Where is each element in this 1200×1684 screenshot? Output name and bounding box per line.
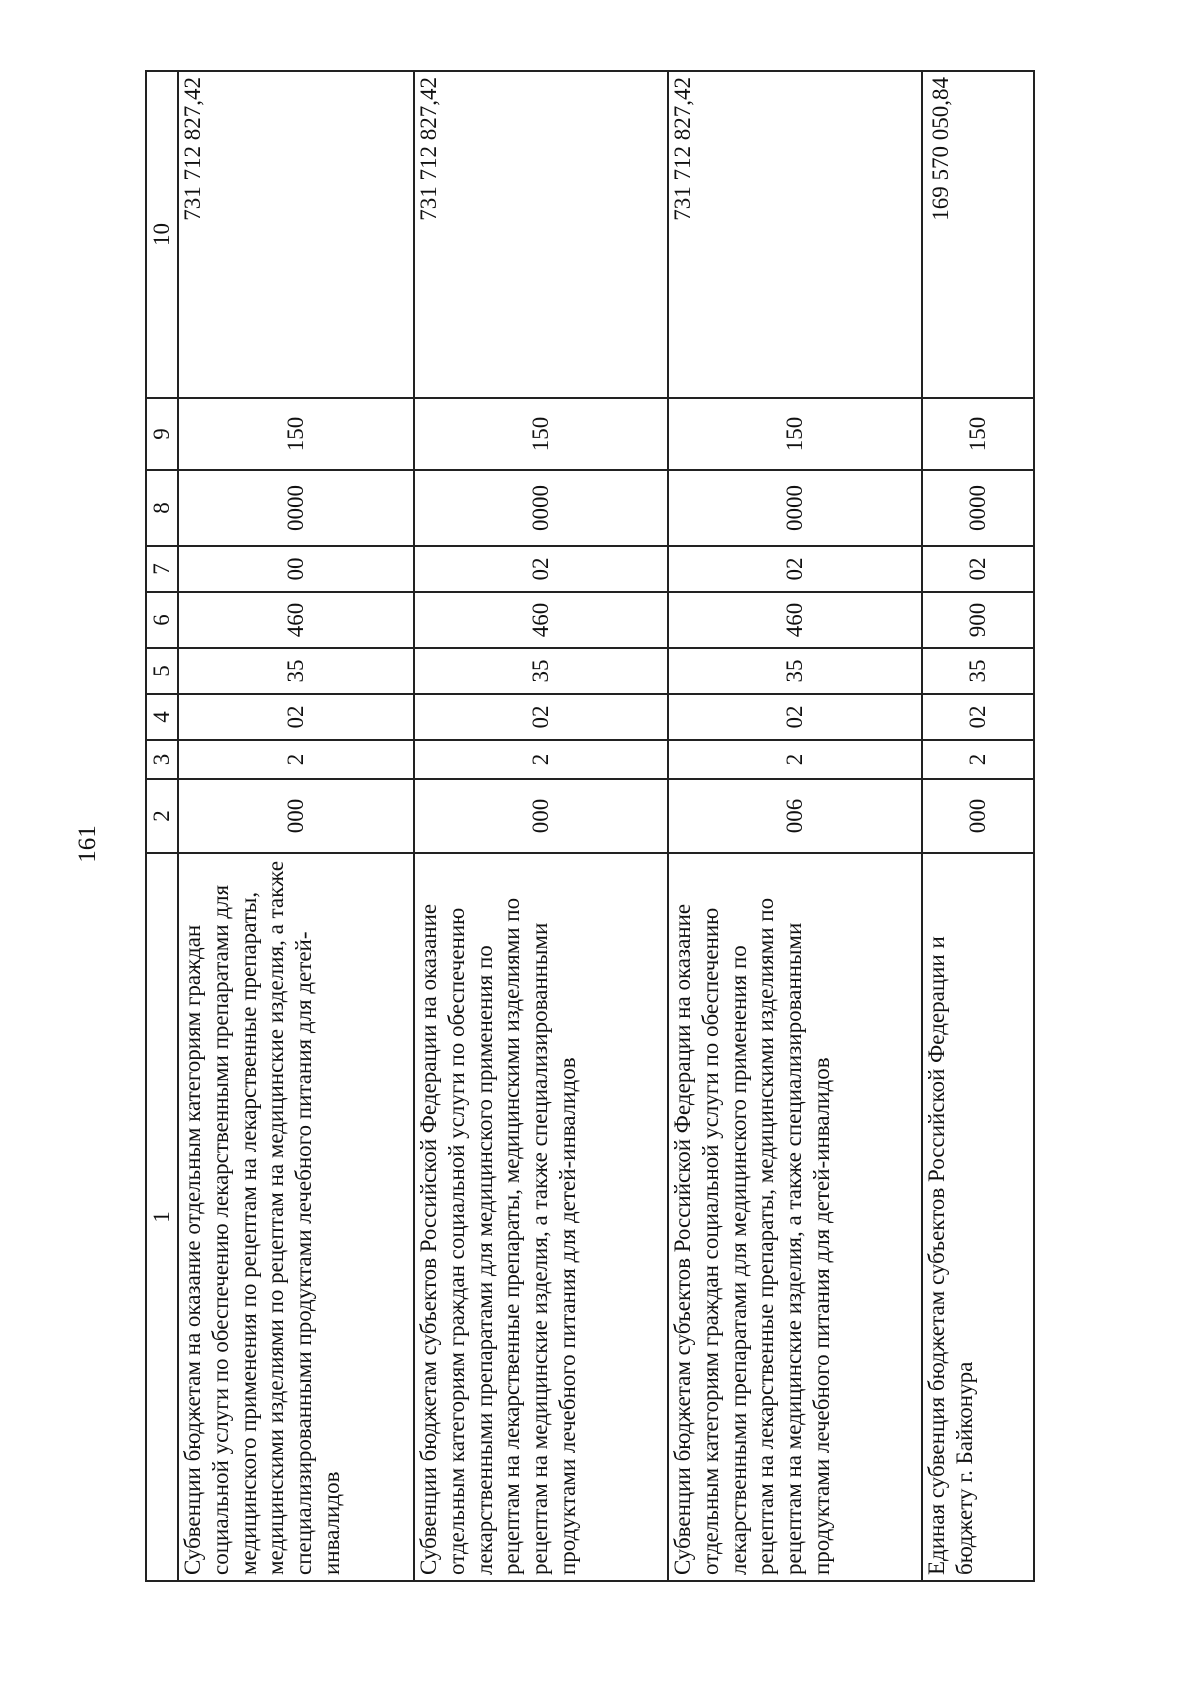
code-article: 35 xyxy=(922,648,1034,694)
header-col-1: 1 xyxy=(146,853,178,1581)
code-economic: 150 xyxy=(922,398,1034,470)
header-col-2: 2 xyxy=(146,779,178,853)
rotated-table-container xyxy=(145,72,1035,1582)
code-subarticle: 460 xyxy=(668,592,922,648)
code-program: 0000 xyxy=(668,470,922,546)
code-admin: 006 xyxy=(668,779,922,853)
row-amount: 731 712 827,42 xyxy=(668,71,922,398)
header-col-9: 9 xyxy=(146,398,178,470)
code-program: 0000 xyxy=(178,470,414,546)
code-element: 02 xyxy=(922,546,1034,592)
row-name: Единая субвенция бюджетам субъектов Российской Федерации и бюджету г. Байконура xyxy=(922,853,1034,1581)
code-admin: 000 xyxy=(414,779,668,853)
table-row xyxy=(922,71,1034,1581)
header-col-8: 8 xyxy=(146,470,178,546)
header-col-6: 6 xyxy=(146,592,178,648)
header-col-7: 7 xyxy=(146,546,178,592)
row-name: Субвенции бюджетам субъектов Российской Федерации на оказание отдельным категориям граждан социальной услуги по обеспечению лекарственными препаратами для медицинского применения по рецептам на лекарственные препараты, медицинскими изделиями по рецептам на медицинские изделия, а также специализированными продуктами лечебного питания для детей-инвалидов xyxy=(668,853,922,1581)
code-group: 2 xyxy=(668,740,922,779)
code-group: 2 xyxy=(178,740,414,779)
code-subgroup: 02 xyxy=(922,694,1034,740)
code-subgroup: 02 xyxy=(414,694,668,740)
header-col-5: 5 xyxy=(146,648,178,694)
code-admin: 000 xyxy=(922,779,1034,853)
row-name: Субвенции бюджетам на оказание отдельным категориям граждан социальной услуги по обеспечению лекарственными препаратами для медицинского применения по рецептам на лекарственные препараты, медицинскими изделиями по рецептам на медицинские изделия, а также специализированными продуктами лечебного питания для детей-инвалидов xyxy=(178,853,414,1581)
code-article: 35 xyxy=(414,648,668,694)
code-subgroup: 02 xyxy=(668,694,922,740)
code-subarticle: 460 xyxy=(178,592,414,648)
row-name: Субвенции бюджетам субъектов Российской Федерации на оказание отдельным категориям граждан социальной услуги по обеспечению лекарственными препаратами для медицинского применения по рецептам на лекарственные препараты, медицинскими изделиями по рецептам на медицинские изделия, а также специализированными продуктами лечебного питания для детей-инвалидов xyxy=(414,853,668,1581)
code-group: 2 xyxy=(922,740,1034,779)
code-program: 0000 xyxy=(922,470,1034,546)
page-number: 161 xyxy=(74,825,101,863)
row-amount: 169 570 050,84 xyxy=(922,71,1034,398)
budget-table xyxy=(145,70,1035,1582)
code-element: 00 xyxy=(178,546,414,592)
code-element: 02 xyxy=(414,546,668,592)
code-economic: 150 xyxy=(178,398,414,470)
row-amount: 731 712 827,42 xyxy=(414,71,668,398)
table-row xyxy=(178,71,414,1581)
code-article: 35 xyxy=(178,648,414,694)
code-subarticle: 900 xyxy=(922,592,1034,648)
code-program: 0000 xyxy=(414,470,668,546)
code-article: 35 xyxy=(668,648,922,694)
header-col-3: 3 xyxy=(146,740,178,779)
code-economic: 150 xyxy=(414,398,668,470)
table-row xyxy=(414,71,668,1581)
header-col-10: 10 xyxy=(146,71,178,398)
code-economic: 150 xyxy=(668,398,922,470)
header-row xyxy=(146,71,178,1581)
code-element: 02 xyxy=(668,546,922,592)
code-group: 2 xyxy=(414,740,668,779)
table-row xyxy=(668,71,922,1581)
header-col-4: 4 xyxy=(146,694,178,740)
code-subgroup: 02 xyxy=(178,694,414,740)
row-amount: 731 712 827,42 xyxy=(178,71,414,398)
code-subarticle: 460 xyxy=(414,592,668,648)
code-admin: 000 xyxy=(178,779,414,853)
